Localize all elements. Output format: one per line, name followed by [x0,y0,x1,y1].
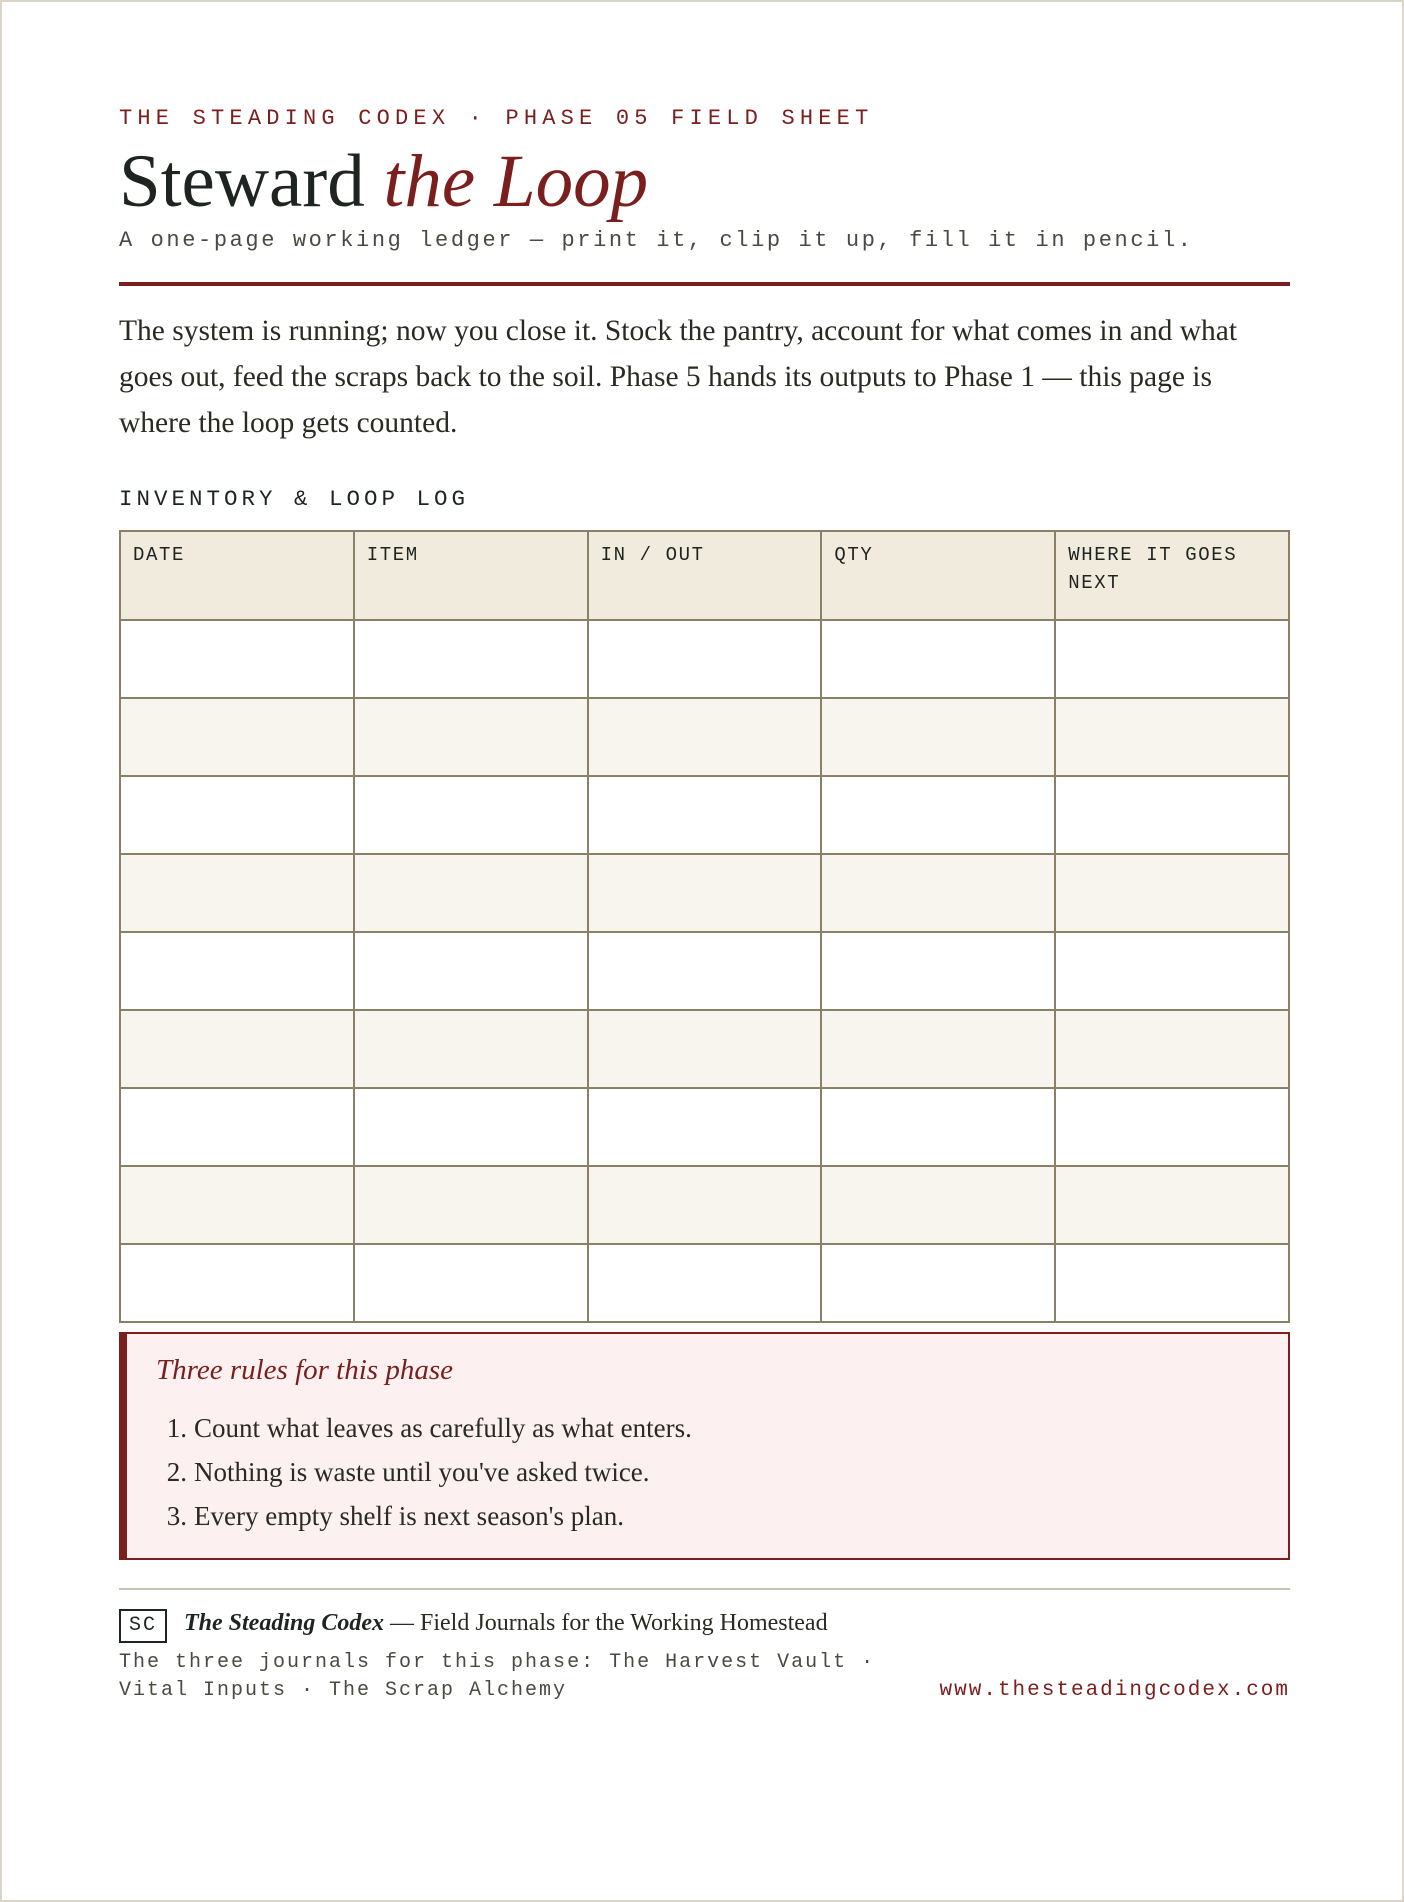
log-cell[interactable] [354,1088,588,1166]
page-title [119,138,648,226]
log-cell[interactable] [120,1088,354,1166]
log-cell[interactable] [1055,620,1289,698]
rules-title: Three rules for this phase [156,1354,453,1386]
log-cell[interactable] [1055,932,1289,1010]
log-cell[interactable] [354,776,588,854]
footer-divider [119,1588,1290,1590]
log-cell[interactable] [821,1166,1055,1244]
column-header-date: DATE [120,531,354,620]
log-cell[interactable] [354,932,588,1010]
log-cell[interactable] [821,620,1055,698]
rule-text: Count what leaves as carefully as what enters. [194,1413,692,1443]
log-cell[interactable] [120,1010,354,1088]
rules-list [156,1406,692,1538]
log-cell[interactable] [120,1244,354,1322]
brand-tagline: — Field Journals for the Working Homestead [384,1610,828,1636]
log-cell[interactable] [354,698,588,776]
table-row [120,1010,1289,1088]
table-row [120,854,1289,932]
table-row [120,932,1289,1010]
list-item [156,1494,692,1538]
page-subtitle: A one-page working ledger — print it, clip it up, fill it in pencil. [119,228,1194,253]
log-cell[interactable] [588,1166,822,1244]
header-kicker: THE STEADING CODEX · PHASE 05 FIELD SHEET [119,106,874,131]
log-cell[interactable] [588,1088,822,1166]
log-cell[interactable] [1055,1244,1289,1322]
log-body [120,620,1289,1322]
column-header-in-out: IN / OUT [588,531,822,620]
website-link[interactable]: www.thesteadingcodex.com [939,1679,1290,1702]
log-cell[interactable] [588,776,822,854]
table-row [120,620,1289,698]
list-item [156,1406,692,1450]
log-cell[interactable] [354,1010,588,1088]
table-row [120,1244,1289,1322]
list-item [156,1450,692,1494]
log-cell[interactable] [120,776,354,854]
log-cell[interactable] [588,620,822,698]
log-cell[interactable] [588,1244,822,1322]
rule-text: Every empty shelf is next season's plan. [194,1501,625,1531]
rule-number: 1. [166,1413,187,1443]
log-cell[interactable] [354,620,588,698]
log-cell[interactable] [120,1166,354,1244]
inventory-loop-log-table [119,530,1290,1323]
log-cell[interactable] [1055,776,1289,854]
table-row [120,698,1289,776]
table-row [120,1088,1289,1166]
title-plain: Steward [119,140,384,223]
log-cell[interactable] [1055,854,1289,932]
rule-number: 3. [166,1501,187,1531]
log-cell[interactable] [821,698,1055,776]
log-section-label: INVENTORY & LOOP LOG [119,486,470,512]
log-cell[interactable] [821,1088,1055,1166]
log-cell[interactable] [354,1166,588,1244]
intro-paragraph: The system is running; now you close it. Stock the pantry, account for what comes in and what goes out, feed the scraps back to the soil. Phase 5 hands its outputs to Phase 1 — this page is where the loop gets counted. [119,315,1238,439]
brand-name: The Steading Codex [184,1610,385,1636]
log-cell[interactable] [588,932,822,1010]
column-header-qty: QTY [821,531,1055,620]
log-cell[interactable] [588,698,822,776]
rule-number: 2. [166,1457,187,1487]
column-header-item: ITEM [354,531,588,620]
log-cell[interactable] [1055,1010,1289,1088]
log-cell[interactable] [1055,1088,1289,1166]
log-cell[interactable] [1055,698,1289,776]
brand-line [184,1608,828,1638]
log-cell[interactable] [588,854,822,932]
log-cell[interactable] [821,932,1055,1010]
log-cell[interactable] [821,1244,1055,1322]
log-cell[interactable] [354,1244,588,1322]
brand-logo: SC [119,1609,167,1643]
log-cell[interactable] [821,776,1055,854]
table-row [120,776,1289,854]
log-cell[interactable] [120,854,354,932]
log-cell[interactable] [120,698,354,776]
log-cell[interactable] [120,620,354,698]
table-row [120,1166,1289,1244]
log-cell[interactable] [821,1010,1055,1088]
header-divider [119,282,1290,286]
log-header-row [120,531,1289,620]
log-cell[interactable] [821,854,1055,932]
log-cell[interactable] [588,1010,822,1088]
log-cell[interactable] [1055,1166,1289,1244]
log-cell[interactable] [120,932,354,1010]
phase-journals-note: The three journals for this phase: The Harvest Vault · Vital Inputs · The Scrap Alchemy [119,1651,876,1702]
title-accent: the Loop [383,140,649,223]
phase-rules-callout [119,1332,1290,1560]
column-header-where-next: WHERE IT GOES NEXT [1055,531,1289,620]
log-cell[interactable] [354,854,588,932]
rule-text: Nothing is waste until you've asked twice. [194,1457,650,1487]
